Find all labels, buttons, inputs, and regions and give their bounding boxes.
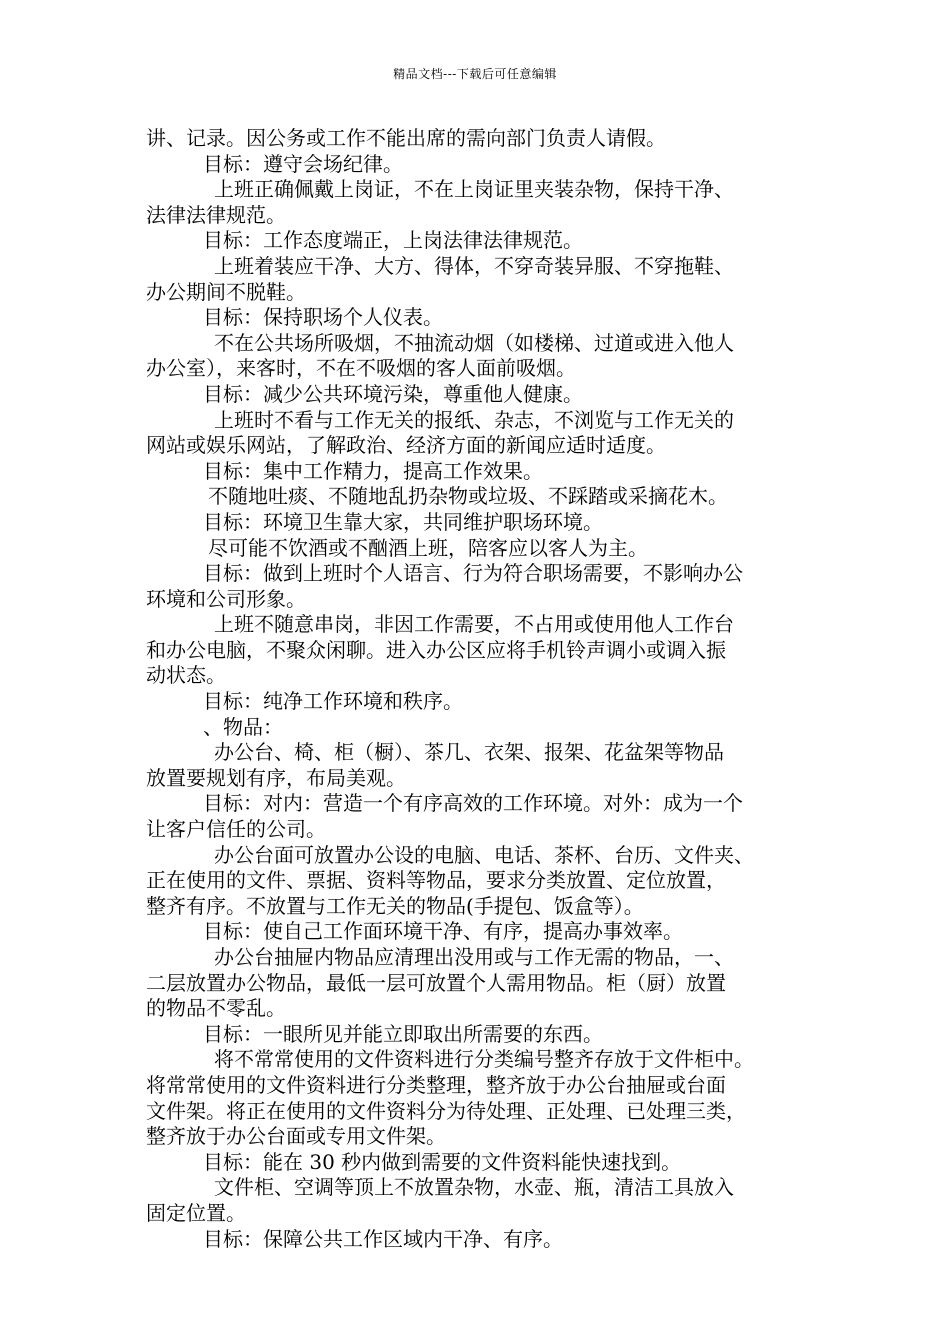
text-line: 将常常使用的文件资料进行分类整理，整齐放于办公台抽屉或台面: [146, 1072, 726, 1097]
text-line: 办公期间不脱鞋。: [146, 279, 306, 304]
section-heading: 、物品：: [203, 714, 283, 739]
goal-line: 目标：使自己工作面环境干净、有序，提高办事效率。: [203, 919, 683, 944]
goal-line: 目标：做到上班时个人语言、行为符合职场需要，不影响办公: [203, 561, 743, 586]
document-body: [146, 126, 814, 1252]
text-line: 不在公共场所吸烟，不抽流动烟（如楼梯、过道或进入他人: [214, 330, 734, 355]
goal-line: 目标：能在 30 秒内做到需要的文件资料能快速找到。: [203, 1149, 682, 1174]
text-line: 正在使用的文件、票据、资料等物品，要求分类放置、定位放置，: [146, 868, 726, 893]
text-line: 固定位置。: [146, 1200, 246, 1225]
text-line: 整齐有序。不放置与工作无关的物品(手提包、饭盒等）。: [146, 893, 644, 918]
goal-line: 目标：一眼所见并能立即取出所需要的东西。: [203, 1021, 603, 1046]
goal-line: 目标：保持职场个人仪表。: [203, 305, 443, 330]
text-line: 二层放置办公物品，最低一层可放置个人需用物品。柜（厨）放置: [146, 970, 726, 995]
goal-line: 目标：对内：营造一个有序高效的工作环境。对外：成为一个: [203, 791, 743, 816]
goal-line: 目标：减少公共环境污染，尊重他人健康。: [203, 381, 583, 406]
goal-line: 目标：工作态度端正，上岗法律法律规范。: [203, 228, 583, 253]
text-line: 将不常常使用的文件资料进行分类编号整齐存放于文件柜中。: [214, 1047, 754, 1072]
text-line: 尽可能不饮酒或不酗酒上班，陪客应以客人为主。: [208, 535, 648, 560]
goal-line: 目标：环境卫生靠大家，共同维护职场环境。: [203, 509, 603, 534]
text-line: 放置要规划有序，布局美观。: [146, 765, 406, 790]
text-line: 文件柜、空调等顶上不放置杂物，水壶、瓶，清洁工具放入: [214, 1175, 734, 1200]
text-line: 上班着装应干净、大方、得体，不穿奇装异服、不穿拖鞋、: [214, 253, 734, 278]
text-line: 环境和公司形象。: [146, 586, 306, 611]
text-line: 办公台、椅、柜（橱）、茶几、衣架、报架、花盆架等物品: [214, 740, 724, 765]
goal-line: 目标：纯净工作环境和秩序。: [203, 689, 463, 714]
page-header: 精品文档---下载后可任意编辑: [393, 67, 557, 81]
text-line: 办公台抽屉内物品应清理出没用或与工作无需的物品，一、: [214, 945, 734, 969]
text-line: 法律法律规范。: [146, 202, 286, 227]
text-line: 不随地吐痰、不随地乱扔杂物或垃圾、不踩踏或采摘花木。: [208, 484, 728, 509]
text-line: 上班时不看与工作无关的报纸、杂志，不浏览与工作无关的: [214, 407, 734, 432]
text-line: 文件架。将正在使用的文件资料分为待处理、正处理、已处理三类，: [146, 1098, 746, 1123]
text-line: 讲、记录。因公务或工作不能出席的需向部门负责人请假。: [146, 126, 666, 150]
text-line: 的物品不零乱。: [146, 996, 286, 1021]
text-line: 网站或娱乐网站，了解政治、经济方面的新闻应适时适度。: [146, 433, 666, 458]
text-line: 上班正确佩戴上岗证，不在上岗证里夹装杂物，保持干净、: [214, 177, 734, 202]
text-line: 办公台面可放置办公设的电脑、电话、茶杯、台历、文件夹、: [214, 842, 754, 867]
text-line: 整齐放于办公台面或专用文件架。: [146, 1124, 446, 1149]
text-line: 上班不随意串岗，非因工作需要，不占用或使用他人工作台: [214, 612, 734, 637]
goal-line: 目标：保障公共工作区域内干净、有序。: [203, 1226, 563, 1251]
text-line: 办公室），来客时，不在不吸烟的客人面前吸烟。: [146, 356, 576, 381]
goal-line: 目标：遵守会场纪律。: [203, 151, 403, 176]
text-line: 动状态。: [146, 663, 226, 688]
text-line: 让客户信任的公司。: [146, 817, 326, 842]
goal-line: 目标：集中工作精力，提高工作效果。: [203, 458, 543, 483]
text-line: 和办公电脑，不聚众闲聊。进入办公区应将手机铃声调小或调入振: [146, 637, 726, 662]
